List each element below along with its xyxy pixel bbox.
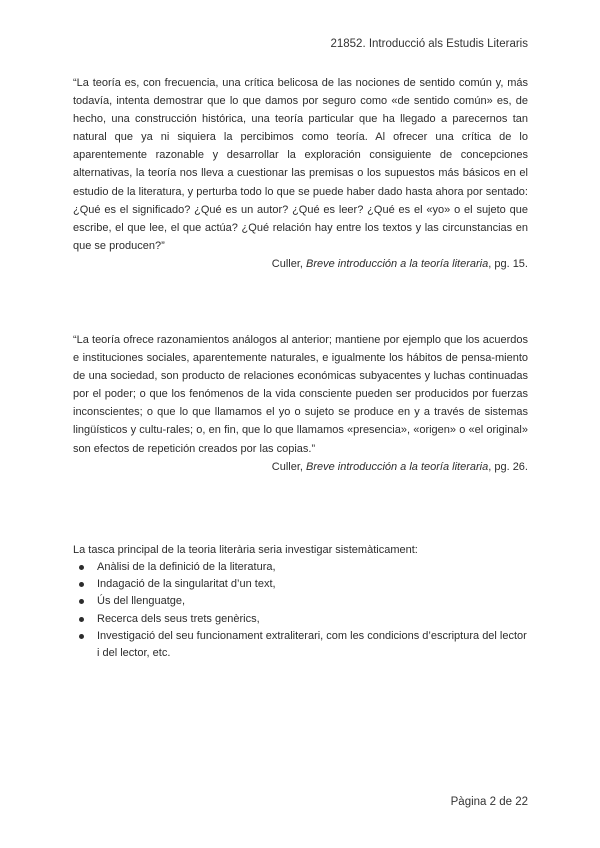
list-item: Anàlisi de la definició de la literatura, — [73, 559, 528, 576]
citation-author: Culler, — [271, 257, 303, 270]
tasks-section — [73, 541, 528, 662]
bullet-icon — [79, 582, 84, 587]
list-item: Ús del llenguatge, — [73, 593, 528, 610]
citation-author: Culler, — [271, 460, 303, 473]
citation-page: , pg. 15. — [488, 257, 528, 270]
quote-text-1: “La teoría es, con frecuencia, una crítica belicosa de las nociones de sentido común y, más todavía, intenta demostrar que lo que damos por seguro como «de sentido común» es, de hecho, una construcción histórica, una teoría particular que ha llegado a parecernos tan natural que ya ni siquiera la percibimos como teoría. Al ofrecer una crítica de lo aparentemente razonable y desarrollar la exploración consiguiente de concepciones alternativas, la teoría nos lleva a cuestionar las premisas o los supuestos más básicos en el estudio de la literatura, y perturba todo lo que se puede haber dado hasta ahora por sentado: ¿Qué es el significado? ¿Qué es un autor? ¿Qué es leer? ¿Qué es el «yo» o el sujeto que escribe, el que lee, el que actúa? ¿Qué relación hay entre los textos y las circunstancias en que se producen?” — [73, 77, 528, 252]
list-item: Indagació de la singularitat d’un text, — [73, 576, 528, 593]
bullet-icon — [79, 617, 84, 622]
citation-1 — [73, 255, 528, 273]
quote-block-2 — [73, 331, 528, 476]
tasks-intro: La tasca principal de la teoria literària seria investigar sistemàticament: — [73, 544, 418, 556]
citation-book-title: Breve introducción a la teoría literaria — [306, 257, 489, 270]
list-item: Investigació del seu funcionament extraliterari, com les condicions d’escriptura del lector i del lector, etc. — [73, 628, 528, 662]
bullet-icon — [79, 565, 84, 570]
bullet-icon — [79, 634, 84, 639]
tasks-list — [73, 559, 528, 662]
citation-page: , pg. 26. — [488, 460, 528, 473]
page-number: Pàgina 2 de 22 — [450, 796, 528, 808]
citation-2 — [73, 458, 528, 476]
citation-book-title: Breve introducción a la teoría literaria — [306, 460, 489, 473]
list-item: Recerca dels seus trets genèrics, — [73, 611, 528, 628]
quote-block-1 — [73, 74, 528, 273]
page-header: 21852. Introducció als Estudis Literaris — [330, 38, 528, 50]
quote-text-2: “La teoría ofrece razonamientos análogos al anterior; mantiene por ejemplo que los acuerdos e instituciones sociales, aparentemente naturales, e igualmente los hábitos de pensa-miento de una sociedad, son producto de relaciones económicas subyacentes y luchas continuadas por el poder; o que los fenómenos de la vida consciente pueden ser producidos por fuerzas inconscientes; o que lo que llamamos el yo o sujeto se produce en y a través de sistemas lingüísticos y cultu-rales; o, en fin, que lo que llamamos «presencia», «origen» o «el original» son efectos de repetición creados por las copias.” — [73, 334, 528, 455]
bullet-icon — [79, 599, 84, 604]
